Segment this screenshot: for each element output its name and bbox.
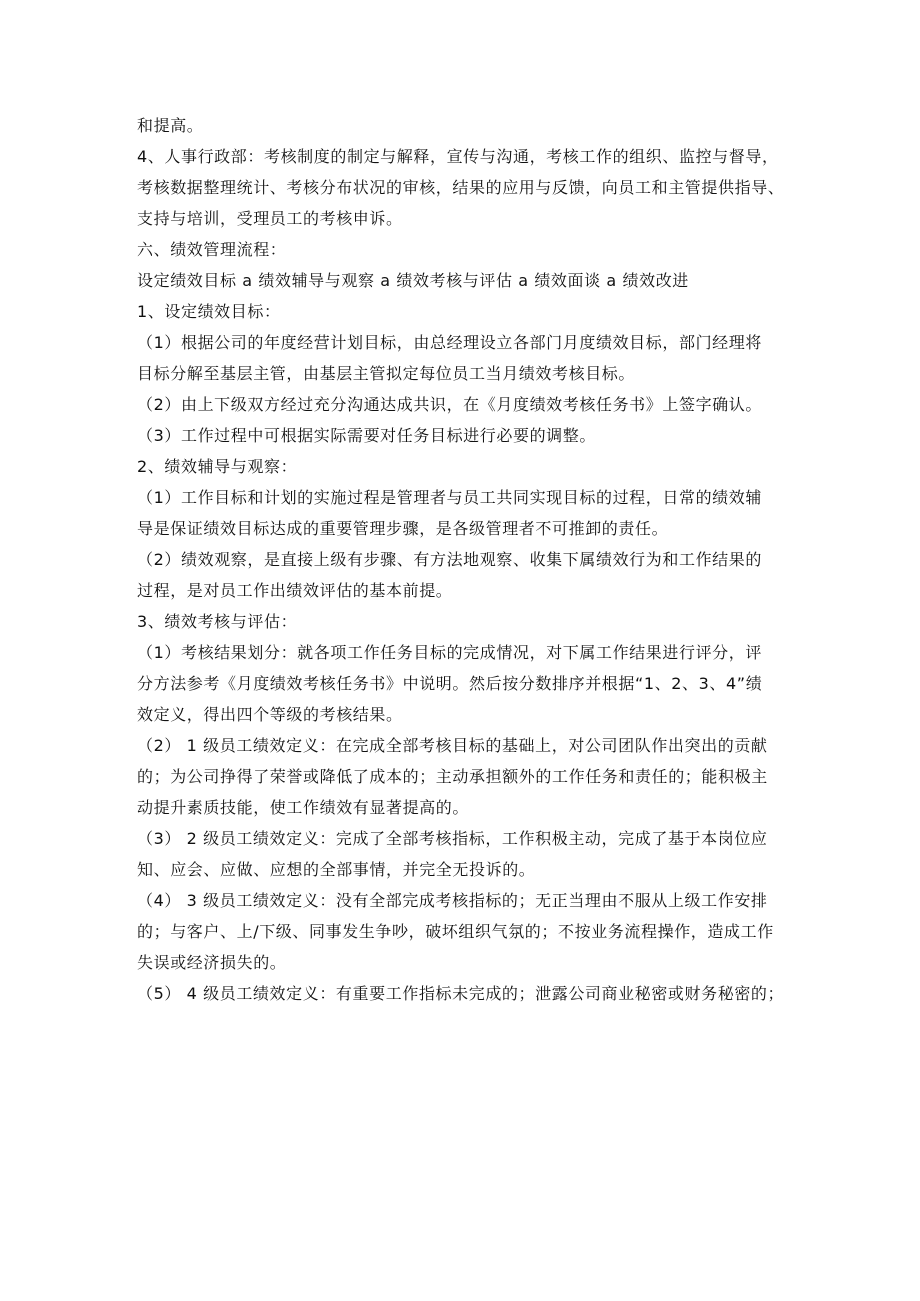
subsection-heading: 3、绩效考核与评估： — [137, 612, 298, 631]
paragraph-line: （1）考核结果划分：就各项工作任务目标的完成情况，对下属工作结果进行评分，评 — [137, 643, 762, 662]
paragraph-line: 支持与培训，受理员工的考核申诉。 — [137, 209, 403, 228]
paragraph-line: （4） 3 级员工绩效定义：没有全部完成考核指标的；无正当理由不服从上级工作安排 — [137, 891, 768, 910]
subsection-heading: 2、绩效辅导与观察： — [137, 457, 298, 476]
paragraph-line: 的；为公司挣得了荣誉或降低了成本的；主动承担额外的工作任务和责任的；能积极主 — [137, 767, 768, 786]
section-heading: 六、绩效管理流程： — [137, 240, 287, 259]
subsection-heading: 1、设定绩效目标： — [137, 302, 281, 321]
paragraph-line: 的；与客户、上/下级、同事发生争吵，破坏组织气氛的；不按业务流程操作，造成工作 — [137, 922, 774, 941]
paragraph-line: （2）绩效观察，是直接上级有步骤、有方法地观察、收集下属绩效行为和工作结果的 — [137, 550, 762, 569]
paragraph-line: （1）根据公司的年度经营计划目标，由总经理设立各部门月度绩效目标，部门经理将 — [137, 333, 762, 352]
paragraph-line: 知、应会、应做、应想的全部事情，并完全无投诉的。 — [137, 860, 536, 879]
document-page — [137, 110, 797, 1009]
paragraph-line: 失误或经济损失的。 — [137, 953, 287, 972]
paragraph-line: （5） 4 级员工绩效定义：有重要工作指标未完成的；泄露公司商业秘密或财务秘密的； — [137, 984, 785, 1003]
paragraph-line: 过程，是对员工作出绩效评估的基本前提。 — [137, 581, 453, 600]
paragraph-line: （3）工作过程中可根据实际需要对任务目标进行必要的调整。 — [137, 426, 596, 445]
paragraph-line: 导是保证绩效目标达成的重要管理步骤，是各级管理者不可推卸的责任。 — [137, 519, 669, 538]
paragraph-line: 效定义，得出四个等级的考核结果。 — [137, 705, 403, 724]
paragraph-line: （2） 1 级员工绩效定义：在完成全部考核目标的基础上，对公司团队作出突出的贡献 — [137, 736, 768, 755]
paragraph-line: 考核数据整理统计、考核分布状况的审核，结果的应用与反馈，向员工和主管提供指导、 — [137, 178, 785, 197]
paragraph-line: 和提高。 — [137, 116, 204, 135]
paragraph-line: 目标分解至基层主管，由基层主管拟定每位员工当月绩效考核目标。 — [137, 364, 636, 383]
paragraph-line: （1）工作目标和计划的实施过程是管理者与员工共同实现目标的过程，日常的绩效辅 — [137, 488, 762, 507]
paragraph-line: （3） 2 级员工绩效定义：完成了全部考核指标，工作积极主动，完成了基于本岗位应 — [137, 829, 768, 848]
process-flow-line: 设定绩效目标 a 绩效辅导与观察 a 绩效考核与评估 a 绩效面谈 a 绩效改进 — [137, 271, 689, 290]
paragraph-line: （2）由上下级双方经过充分沟通达成共识，在《月度绩效考核任务书》上签字确认。 — [137, 395, 762, 414]
paragraph-line: 4、人事行政部：考核制度的制定与解释，宣传与沟通，考核工作的组织、监控与督导， — [137, 147, 779, 166]
paragraph-line: 分方法参考《月度绩效考核任务书》中说明。然后按分数排序并根据“1、2、3、4”绩 — [137, 674, 763, 693]
paragraph-line: 动提升素质技能，使工作绩效有显著提高的。 — [137, 798, 470, 817]
